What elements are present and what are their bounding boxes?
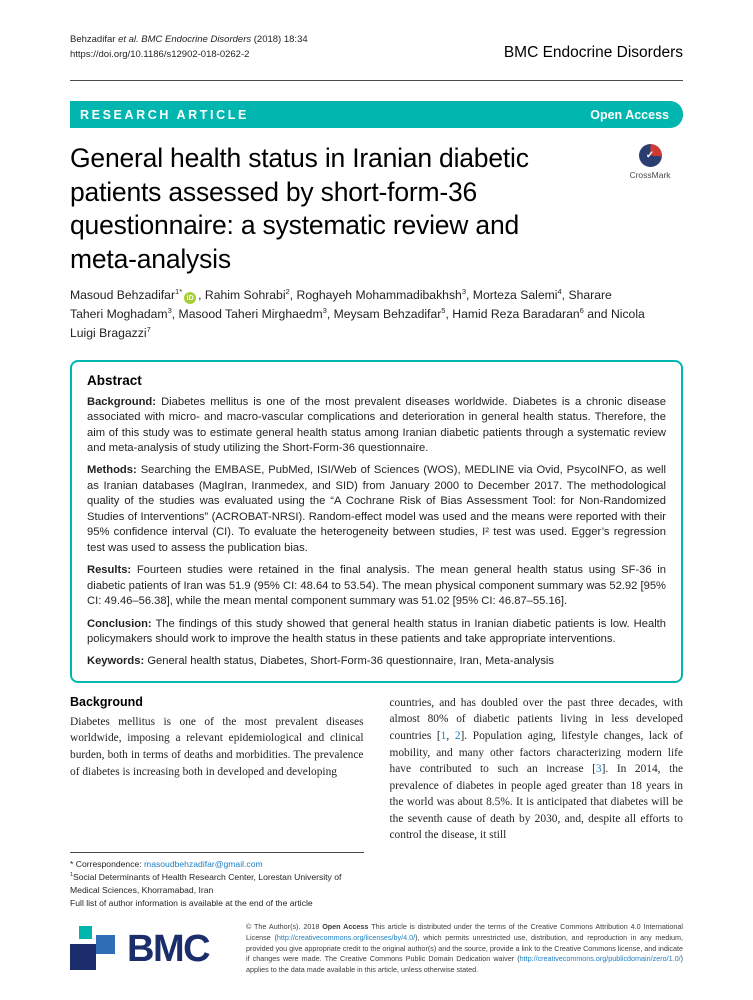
abstract-results-text: Fourteen studies were retained in the final analysis. The mean general health status using SF-36 in diabetic patients of Iran was 51.9 (95% CI: 48.64 to 53.54). The mean physical component summary was 52.92 [95% CI: 49.46–56.38], while the mean mental component summary was 51.02 [95% CI: 46.87–55.16].: [87, 564, 667, 608]
abstract-conclusion-label: Conclusion:: [87, 617, 152, 630]
text-segment: (2018) 18:34: [251, 34, 308, 45]
bmc-square-teal: [79, 926, 92, 939]
bmc-squares-icon: [70, 926, 118, 972]
abstract-methods: [87, 463, 666, 556]
text-segment: ,: [446, 729, 455, 742]
research-article-banner: [70, 101, 683, 128]
citation-link[interactable]: 3: [595, 763, 602, 776]
text-segment: Masoud Behzadifar: [70, 287, 176, 302]
abstract-box: [70, 360, 683, 683]
crossmark-label: CrossMark: [629, 170, 671, 181]
affiliation-line: [70, 871, 364, 895]
abstract-background-text: Diabetes mellitus is one of the most prevalent diseases worldwide. Diabetes is a chronic disease associated with micro- and macro-vascular complications and deterioration in general health status. Therefore, the aim of this study was to estimate general health status among Iranian diabetic patients through a systematic review and meta-analysis of study utilizing the Short-Form-36 questionnaire.: [87, 395, 666, 455]
correspondence-email[interactable]: masoudbehzadifar@gmail.com: [144, 859, 263, 870]
correspondence-line: [70, 858, 364, 870]
body-columns: [70, 695, 683, 910]
citation-block: [70, 32, 308, 62]
author-list: [70, 286, 645, 344]
abstract-background: [87, 395, 666, 457]
text-segment: , Sharare Taheri Moghadam: [70, 287, 612, 322]
text-segment: Open Access: [322, 922, 372, 932]
abstract-background-label: Background:: [87, 395, 156, 408]
abstract-conclusion-text: The findings of this study showed that general health status in Iranian diabetic patients is low. Health policymakers should work to improve the health status in these patients and take appropriate interventions.: [87, 617, 667, 646]
text-segment: ]. In 2014, the prevalence of diabetes in people aged greater than 18 years in the world was about 8.5%. It is anticipated that diabetes will be the seventh cause of death by 2030, and, despite all efforts to control the disease, it still: [389, 763, 683, 842]
abstract-keywords: [87, 654, 666, 669]
header: [70, 32, 683, 81]
orcid-icon[interactable]: iD: [184, 292, 196, 304]
footnotes: [70, 852, 364, 910]
text-segment: , Morteza Salemi: [466, 287, 558, 302]
citation-link[interactable]: 1: [440, 729, 447, 742]
keywords-label: Keywords:: [87, 655, 145, 668]
abstract-results-label: Results:: [87, 564, 132, 577]
bmc-square-navy: [70, 944, 96, 970]
text-segment: et al. BMC Endocrine Disorders: [118, 34, 252, 45]
body-paragraph-right: [390, 695, 684, 844]
text-segment: 5: [441, 306, 446, 316]
text-segment: , Meysam Behzadifar: [326, 307, 442, 322]
text-segment: 7: [146, 325, 151, 335]
keywords-text: General health status, Diabetes, Short-Form-36 questionnaire, Iran, Meta-analysis: [147, 655, 554, 668]
text-segment: This article is distributed under the terms of the Creative Commons Attribution 4.0 International License (: [246, 922, 684, 942]
abstract-conclusion: [87, 617, 666, 648]
text-segment: 1: [70, 872, 73, 879]
text-segment: countries, and has doubled over the past three decades, with almost 80% of diabetic patients living in less developed countries [: [389, 696, 683, 742]
left-column: [70, 695, 364, 910]
section-heading-background: Background: [70, 694, 143, 709]
crossmark-icon: ✓: [639, 144, 662, 167]
text-segment: , Masood Taheri Mirghaedm: [171, 307, 323, 322]
abstract-heading: Abstract: [87, 372, 142, 388]
bmc-wordmark: BMC: [127, 927, 210, 970]
text-segment: 2: [285, 286, 290, 296]
text-segment: , Roghayeh Mohammadibakhsh: [289, 287, 462, 302]
abstract-results: [87, 563, 666, 609]
article-type-label: RESEARCH ARTICLE: [80, 107, 249, 122]
text-segment: 4: [557, 286, 562, 296]
copyright-notice: [246, 922, 683, 976]
text-segment: ) applies to the data made available in this article, unless otherwise stated.: [246, 954, 683, 975]
bmc-square-blue: [96, 935, 115, 954]
article-title: General health status in Iranian diabetic patients assessed by short-form-36 questionnaire: a systematic review and meta-analysis: [70, 143, 529, 274]
journal-name: BMC Endocrine Disorders: [503, 44, 683, 62]
text-segment: 3: [461, 286, 467, 296]
text-segment: , Rahim Sohrabi: [198, 287, 286, 302]
crossmark-badge[interactable]: [617, 144, 683, 180]
waiver-link[interactable]: http://creativecommons.org/publicdomain/zero/1.0/: [519, 954, 681, 964]
text-segment: Behzadifar: [70, 34, 119, 45]
text-segment: 1*: [175, 286, 183, 296]
text-segment: ), which permits unrestricted use, distribution, and reproduction in any medium, provided you give appropriate credit to the original author(s) and the source, provide a link to the Creative Commons license, and indicate if changes were made. The Creative Commons Public Domain Dedication waiver (: [246, 932, 683, 964]
text-segment: ]. Population aging, lifestyle changes, lack of mobility, and many other factors characterizing modern life have contributed to such an increase [: [389, 729, 683, 776]
right-column: [390, 695, 684, 910]
text-segment: , Hamid Reza Baradaran: [445, 307, 580, 322]
citation-line: [70, 32, 308, 47]
title-row: [70, 142, 683, 276]
text-segment: 6: [579, 306, 584, 316]
text-segment: Social Determinants of Health Research Center, Lorestan University of Medical Sciences, Khorramabad, Iran: [70, 872, 342, 895]
text-segment: and Nicola Luigi Bragazzi: [70, 307, 645, 341]
body-paragraph-left: Diabetes mellitus is one of the most prevalent diseases worldwide, imposing a relevant epidemiological and clinical burden, both in terms of deaths and morbidities. The prevalence of diabetes is increasing both in developed and developing: [70, 715, 364, 778]
text-segment: * Correspondence:: [70, 859, 145, 870]
citation-link[interactable]: 2: [454, 729, 461, 742]
open-access-label: Open Access: [590, 107, 669, 122]
doi-link[interactable]: https://doi.org/10.1186/s12902-018-0262-2: [70, 49, 250, 61]
full-list-note: Full list of author information is available at the end of the article: [70, 897, 313, 908]
text-segment: 3: [322, 306, 327, 316]
text-segment: 3: [167, 306, 172, 316]
abstract-methods-text: Searching the EMBASE, PubMed, ISI/Web of Sciences (WOS), MEDLINE via Ovid, PsycoINFO, as well as Iranian databases (MagIran, Iranmedex, and SID) from January 2000 to December 2017. The methodological quality of the studies was evaluated using the “A Cochrane Risk of Bias Assessment Tool: for Non-Randomized Studies of Interventions” (ACROBAT-NRSI). Random-effect model was used and the means were reported with their 95% confidence interval (CI). To evaluate the heterogeneity between studies, I² test was used. Egger’s regression test was used to assess the publication bias.: [87, 464, 666, 554]
footer: [70, 922, 683, 976]
bmc-logo: [70, 926, 230, 972]
license-link[interactable]: http://creativecommons.org/licenses/by/4.0/: [276, 932, 416, 942]
abstract-methods-label: Methods:: [87, 464, 137, 477]
text-segment: © The Author(s). 2018: [246, 922, 323, 932]
